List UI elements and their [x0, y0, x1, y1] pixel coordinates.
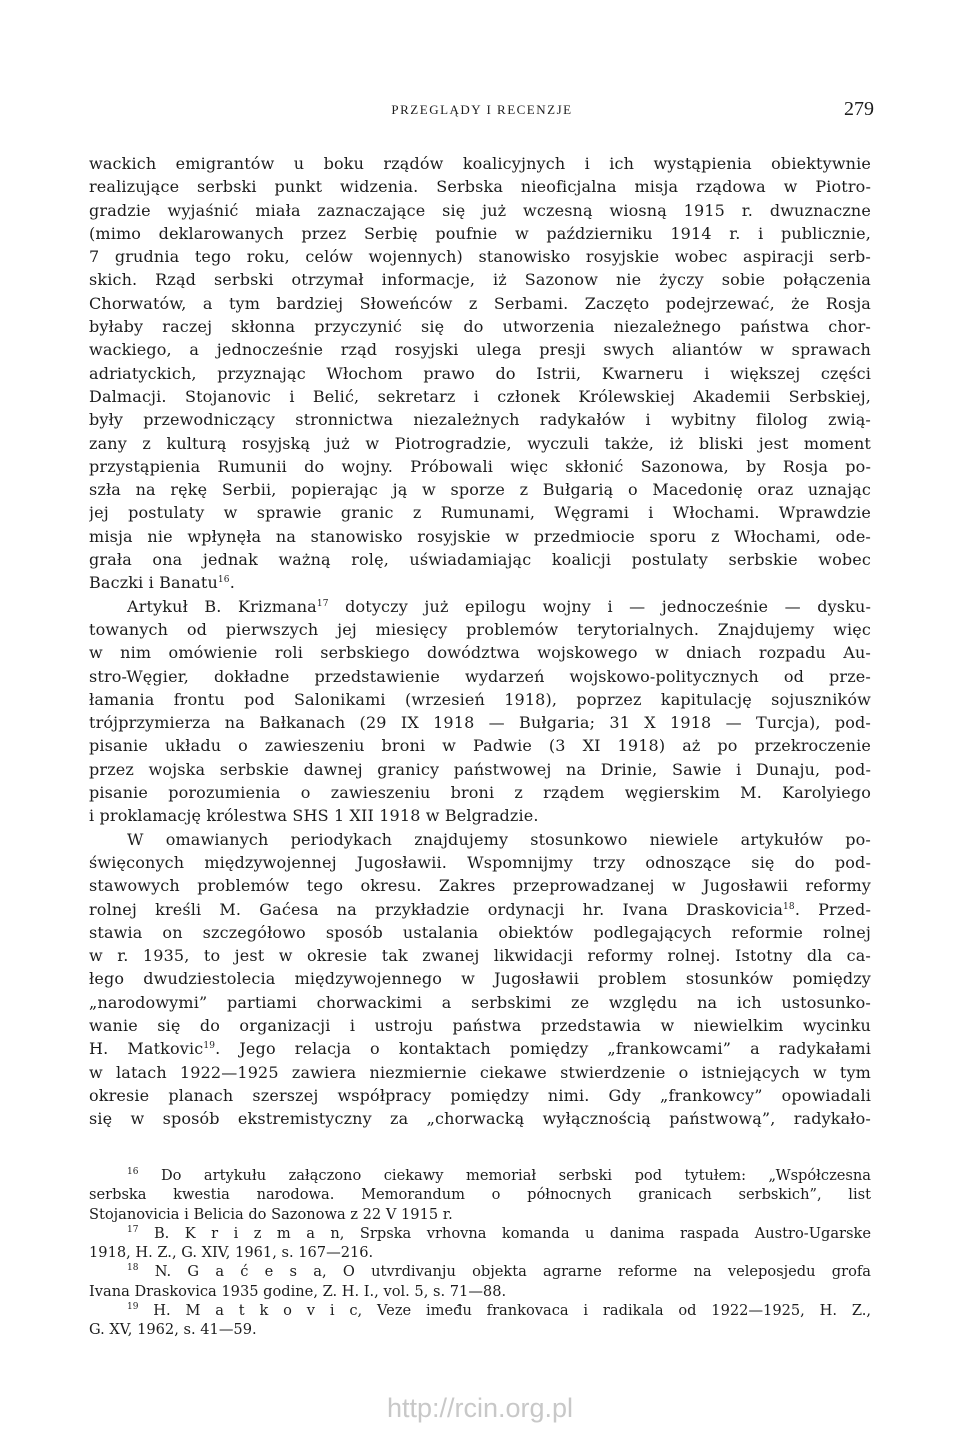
text-line: Chorwatów, a tym bardziej Słoweńców z Serbami. Zaczęto podejrzewać, że Rosja — [89, 293, 871, 313]
text-line: adriatyckich, przyznając Włochom prawo do Istrii, Kwarneru i większej części — [89, 363, 871, 383]
text-line: były przewodniczący stronnictwa niezależnych radykałów i wybitny filolog zwią- — [89, 410, 871, 430]
footnote-line: serbska kwestia narodowa. Memorandum o północnych granicach serbskich”, list — [89, 1186, 871, 1204]
text-line: stawia on szczegółowo sposób ustalania obiektów podlegających reformie rolnej — [89, 922, 871, 942]
text-line-start: Artykuł B. Krizmana — [127, 596, 317, 616]
text-line: pisanie układu o zawieszeniu broni w Padwie (3 XI 1918) aż po przekroczenie — [89, 736, 871, 756]
running-head: PRZEGLĄDY I RECENZJE — [391, 102, 573, 117]
footnote-line — [89, 1166, 871, 1185]
text-line: wackich emigrantów u boku rządów koalicyjnych i ich wystąpienia obiektywnie — [89, 154, 871, 173]
footnote-mark: 18 — [127, 1263, 139, 1274]
text-line: wackiego, a jednocześnie rząd rosyjski ulega presji swych aliantów w sprawach — [89, 340, 871, 360]
text-line: trójprzymierza na Bałkanach (29 IX 1918 — Bułgaria; 31 X 1918 — Turcja), pod- — [89, 713, 871, 733]
text-line: gradzie wyjaśnić miała zaznaczające się już wczesną wiosną 1915 r. dwuznaczne — [89, 200, 871, 220]
text-line: w r. 1935, to jest w okresie tak zwanej likwidacji reformy rolnej. Istotny dla ca- — [89, 946, 871, 966]
text-line: 7 grudnia tego roku, celów wojennych) stanowisko rosyjskie wobec aspiracji serb- — [89, 247, 871, 267]
text-line: jej postulaty w sprawie granic z Rumunami, Węgrami i Włochami. Wprawdzie — [89, 503, 871, 523]
footnote-mark: 19 — [127, 1302, 139, 1313]
text-line: stro-Węgier, dokładne przedstawienie wydarzeń wojskowo-politycznych od prze- — [89, 666, 871, 686]
text-line: towanych od pierwszych jej miesięcy problemów terytorialnych. Znajdujemy więc — [89, 619, 871, 639]
page-number: 279 — [844, 98, 874, 120]
footnote-text: N. G a ć e s a, O utvrdivanju objekta agrarne reforme na veleposjedu grofa — [154, 1263, 871, 1281]
text-line-start: rolnej kreśli M. Gaćesa na przykładzie ordynacji hr. Ivana Draskovicia — [89, 899, 784, 919]
text-line-end: . — [229, 573, 235, 593]
text-line: realizujące serbski punkt widzenia. Serbska nieoficjalna misja rządowa w Piotro- — [89, 177, 871, 197]
text-line-end: dotyczy już epilogu wojny i — jednocześnie — dysku- — [328, 596, 871, 616]
footnote-text: B. K r i z m a n, Srpska vrhovna komanda u danima raspada Austro-Ugarske — [153, 1224, 871, 1242]
text-line: zany z kulturą rosyjską już w Piotrogradzie, wyczuli także, iż bliski jest moment — [89, 433, 871, 453]
text-line: „narodowymi” partiami chorwackimi a serbskimi ze względu na ich ustosunko- — [89, 992, 871, 1012]
text-line: szła na rękę Serbii, popierając ją w sporze z Bułgarią o Macedonię oraz uznając — [89, 480, 871, 500]
text-line: Dalmacji. Stojanovic i Belić, sekretarz i członek Królewskiej Akademii Serbskiej, — [89, 386, 871, 406]
watermark-url: http://rcin.org.pl — [386, 1393, 574, 1423]
text-line: w nim omówienie roli serbskiego dowództwa wojskowego w dniach rozpadu Au- — [89, 643, 871, 663]
text-line: łamania frontu pod Salonikami (wrzesień 1918), poprzez kapitulację sojuszników — [89, 689, 871, 709]
text-line: okresie planach szerszej współpracy pomiędzy nimi. Gdy „frankowcy” opowiadali — [89, 1085, 871, 1105]
footnote-ref-17[interactable]: 17 — [316, 598, 329, 609]
text-line: (mimo deklarowanych przez Serbię poufnie w październiku 1914 r. i publicznie, — [89, 223, 871, 243]
text-line: wanie się do organizacji i ustroju państwa przedstawia w niewielkim wycinku — [89, 1015, 871, 1035]
footnote-text: Do artykułu załączono ciekawy memoriał serbski pod tytułem: „Współczesna — [160, 1167, 871, 1184]
footnote-text: H. M a t k o v i c, Veze imeđu frankovaca i radikala od 1922—1925, H. Z., — [153, 1302, 871, 1320]
text-line: skich. Rząd serbski otrzymał informacje, iż Sazonow nie życzy sobie połączenia — [89, 270, 871, 290]
text-line: się w sposób ekstremistyczny za „chorwacką wyłącznością państwową”, radykało- — [89, 1109, 871, 1129]
page-header — [90, 98, 874, 128]
footnote-mark: 17 — [127, 1224, 139, 1235]
text-line-start: H. Matkovic — [89, 1039, 204, 1059]
text-line: łego dwudziestolecia międzywojennego w Jugosławii problem stosunków pomiędzy — [89, 969, 871, 989]
text-line: misja nie wpłynęła na stanowisko rosyjskie w przedmiocie sporu z Włochami, ode- — [89, 526, 871, 546]
text-line: pisanie porozumienia o zawieszeniu broni z rządem węgierskim M. Karolyiego — [89, 783, 871, 803]
text-line: grała ona jednak ważną rolę, uświadamiając koalicji postulaty serbskie wobec — [89, 550, 871, 570]
footnote-line: Stojanovicia i Belicia do Sazonowa z 22 V 1915 r. — [89, 1205, 453, 1223]
footnote-ref-16[interactable]: 16 — [217, 575, 230, 586]
text-line-end: . Jego relacja o kontaktach pomiędzy „frankowcami” a radykałami — [215, 1039, 871, 1059]
text-line — [89, 595, 871, 618]
text-line: święconych międzywojennej Jugosławii. Wspomnijmy trzy odnoszące się do pod- — [89, 852, 871, 872]
footnote-mark: 16 — [127, 1167, 139, 1177]
body-text — [89, 152, 871, 1130]
footnotes — [89, 1166, 871, 1340]
text-line: stawowych problemów tego okresu. Zakres przeprowadzanej w Jugosławii reformy — [89, 876, 871, 896]
text-line: W omawianych periodykach znajdujemy stosunkowo niewiele artykułów po- — [127, 829, 871, 849]
footnote-line: 1918, H. Z., G. XIV, 1961, s. 167—216. — [89, 1244, 374, 1262]
footnote-line — [89, 1224, 871, 1243]
footnote-line: G. XV, 1962, s. 41—59. — [89, 1321, 257, 1339]
footnote-ref-18[interactable]: 18 — [783, 901, 795, 912]
text-line — [89, 571, 871, 594]
text-line: w latach 1922—1925 zawiera niezmiernie ciekawe stwierdzenie o istniejących w tym — [89, 1062, 871, 1082]
text-line: przez wojska serbskie dawnej granicy państwowej na Drinie, Sawie i Dunaju, pod- — [89, 759, 871, 779]
footnote-line: Ivana Draskovica 1935 godine, Z. H. I., vol. 5, s. 71—88. — [89, 1282, 507, 1300]
text-line-end: . Przed- — [794, 899, 871, 919]
text-line — [89, 1037, 871, 1060]
text-line-start: Baczki i Banatu — [89, 573, 218, 593]
text-line: i proklamację królestwa SHS 1 XII 1918 w Belgradzie. — [89, 806, 539, 826]
text-line: byłaby raczej skłonna przyczynić się do utworzenia niezależnego państwa chor- — [89, 317, 871, 337]
footnote-line — [89, 1301, 871, 1320]
text-line — [89, 898, 871, 921]
footnote-line — [89, 1262, 871, 1281]
footnote-ref-19[interactable]: 19 — [203, 1041, 216, 1052]
text-line: przystąpienia Rumunii do wojny. Próbowali więc skłonić Sazonowa, by Rosja po- — [89, 456, 871, 476]
